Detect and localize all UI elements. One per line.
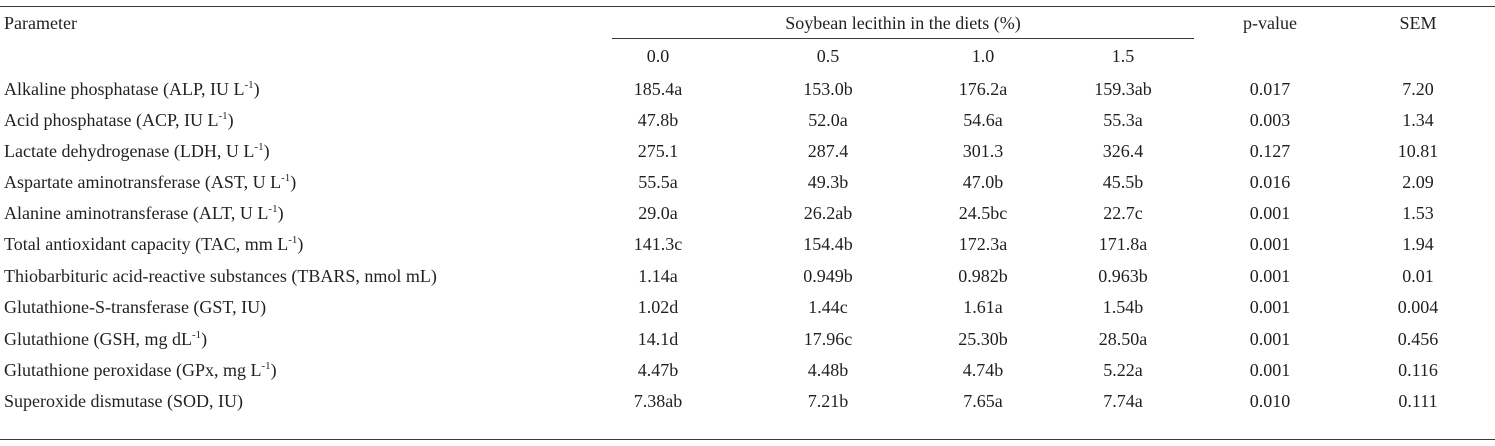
cell-diet-0-0: 4.47b xyxy=(637,360,679,380)
row-parameter-text: Alanine aminotransferase (ALT, U L xyxy=(4,203,269,223)
cell-diet-0-0: 29.0a xyxy=(638,203,678,223)
cell-diet-1-0: 1.61a xyxy=(963,297,1003,317)
cell-diet-1-5: 28.50a xyxy=(1098,329,1148,349)
cell-p-value: 0.010 xyxy=(1249,391,1291,411)
cell-diet-1-5: 0.963b xyxy=(1098,266,1148,286)
cell-diet-0-0: 7.38ab xyxy=(633,391,683,411)
cell-diet-0-5: 26.2ab xyxy=(803,203,853,223)
cell-diet-0-5: 287.4 xyxy=(807,141,849,161)
cell-p-value: 0.001 xyxy=(1249,297,1291,317)
cell-diet-1-5: 326.4 xyxy=(1102,141,1144,161)
cell-p-value: 0.127 xyxy=(1249,141,1291,161)
cell-diet-1-5: 45.5b xyxy=(1102,172,1144,192)
header-p-value: p-value xyxy=(1243,13,1297,33)
row-parameter-text: Aspartate aminotransferase (AST, U L xyxy=(4,172,282,192)
cell-sem: 1.34 xyxy=(1402,110,1434,130)
row-parameter-label xyxy=(4,296,266,318)
row-parameter-superscript: -1 xyxy=(254,141,264,153)
cell-diet-0-0: 1.02d xyxy=(637,297,679,317)
header-level-2: 1.0 xyxy=(971,46,995,66)
cell-diet-0-0: 55.5a xyxy=(638,172,678,192)
row-parameter-tail: ) xyxy=(297,234,304,254)
row-parameter-text: Acid phosphatase (ACP, IU L xyxy=(4,110,219,130)
table-top-rule xyxy=(0,6,1495,7)
cell-sem: 2.09 xyxy=(1402,172,1434,192)
row-parameter-tail: ) xyxy=(227,110,234,130)
cell-diet-0-5: 7.21b xyxy=(807,391,849,411)
header-span-rule xyxy=(612,38,1194,39)
cell-diet-1-5: 159.3ab xyxy=(1094,79,1152,99)
row-parameter-label xyxy=(4,265,437,287)
cell-diet-0-0: 1.14a xyxy=(638,266,678,286)
row-parameter-tail: ) xyxy=(263,141,270,161)
row-parameter-superscript: -1 xyxy=(244,79,254,91)
cell-diet-1-0: 0.982b xyxy=(958,266,1008,286)
cell-diet-1-0: 4.74b xyxy=(962,360,1004,380)
cell-sem: 0.111 xyxy=(1398,391,1438,411)
row-parameter-label xyxy=(4,140,270,162)
row-parameter-superscript: -1 xyxy=(281,172,291,184)
cell-p-value: 0.017 xyxy=(1249,79,1291,99)
row-parameter-text: Total antioxidant capacity (TAC, mm L xyxy=(4,234,289,254)
row-parameter-tail: ) xyxy=(270,360,277,380)
cell-diet-0-5: 52.0a xyxy=(808,110,848,130)
cell-diet-1-5: 1.54b xyxy=(1102,297,1144,317)
cell-diet-1-0: 25.30b xyxy=(958,329,1008,349)
cell-diet-0-0: 14.1d xyxy=(637,329,679,349)
cell-p-value: 0.001 xyxy=(1249,234,1291,254)
row-parameter-superscript: -1 xyxy=(268,203,278,215)
cell-diet-0-5: 4.48b xyxy=(807,360,849,380)
cell-diet-0-5: 49.3b xyxy=(807,172,849,192)
cell-sem: 0.004 xyxy=(1397,297,1439,317)
cell-diet-1-5: 171.8a xyxy=(1098,234,1148,254)
header-sem: SEM xyxy=(1399,13,1437,33)
cell-sem: 1.53 xyxy=(1402,203,1434,223)
row-parameter-superscript: -1 xyxy=(288,234,298,246)
cell-sem: 1.94 xyxy=(1402,234,1434,254)
cell-p-value: 0.003 xyxy=(1249,110,1291,130)
table-bottom-rule xyxy=(0,439,1495,440)
cell-sem: 0.01 xyxy=(1402,266,1434,286)
row-parameter-text: Glutathione (GSH, mg dL xyxy=(4,329,192,349)
row-parameter-text: Glutathione-S-transferase (GST, IU) xyxy=(4,297,267,317)
row-parameter-label xyxy=(4,328,207,350)
cell-diet-0-0: 141.3c xyxy=(633,234,683,254)
cell-diet-1-0: 54.6a xyxy=(963,110,1003,130)
cell-p-value: 0.001 xyxy=(1249,360,1291,380)
cell-p-value: 0.016 xyxy=(1249,172,1291,192)
cell-p-value: 0.001 xyxy=(1249,203,1291,223)
cell-sem: 10.81 xyxy=(1397,141,1439,161)
cell-diet-1-5: 7.74a xyxy=(1103,391,1143,411)
cell-diet-1-0: 172.3a xyxy=(958,234,1008,254)
cell-diet-0-5: 1.44c xyxy=(808,297,848,317)
cell-sem: 7.20 xyxy=(1402,79,1434,99)
row-parameter-tail: ) xyxy=(290,172,297,192)
row-parameter-label xyxy=(4,78,260,100)
cell-sem: 0.456 xyxy=(1397,329,1439,349)
row-parameter-superscript: -1 xyxy=(191,329,202,341)
header-soybean-lecithin: Soybean lecithin in the diets (%) xyxy=(785,13,1021,33)
cell-diet-1-5: 22.7c xyxy=(1103,203,1143,223)
row-parameter-text: Alkaline phosphatase (ALP, IU L xyxy=(4,79,245,99)
cell-diet-1-0: 176.2a xyxy=(958,79,1008,99)
cell-diet-1-0: 24.5bc xyxy=(958,203,1008,223)
row-parameter-tail: ) xyxy=(201,329,208,349)
row-parameter-label xyxy=(4,390,243,412)
cell-p-value: 0.001 xyxy=(1249,329,1291,349)
cell-sem: 0.116 xyxy=(1398,360,1438,380)
cell-diet-0-5: 17.96c xyxy=(803,329,853,349)
row-parameter-tail: ) xyxy=(253,79,260,99)
cell-diet-0-0: 185.4a xyxy=(633,79,683,99)
cell-diet-1-0: 301.3 xyxy=(962,141,1004,161)
cell-diet-1-5: 55.3a xyxy=(1103,110,1143,130)
header-level-3: 1.5 xyxy=(1111,46,1135,66)
row-parameter-label xyxy=(4,233,303,255)
row-parameter-label xyxy=(4,202,284,224)
cell-diet-0-0: 275.1 xyxy=(637,141,679,161)
row-parameter-label xyxy=(4,171,296,193)
row-parameter-text: Lactate dehydrogenase (LDH, U L xyxy=(4,141,255,161)
cell-diet-1-0: 47.0b xyxy=(962,172,1004,192)
cell-diet-1-0: 7.65a xyxy=(963,391,1003,411)
row-parameter-superscript: -1 xyxy=(261,360,271,372)
cell-diet-0-5: 0.949b xyxy=(803,266,853,286)
header-level-0: 0.0 xyxy=(646,46,670,66)
row-parameter-label xyxy=(4,359,277,381)
row-parameter-label xyxy=(4,109,234,131)
header-parameter: Parameter xyxy=(4,13,77,33)
cell-diet-0-5: 153.0b xyxy=(803,79,853,99)
cell-diet-0-0: 47.8b xyxy=(637,110,679,130)
row-parameter-text: Glutathione peroxidase (GPx, mg L xyxy=(4,360,262,380)
row-parameter-text: Superoxide dismutase (SOD, IU) xyxy=(4,391,243,411)
row-parameter-text: Thiobarbituric acid-reactive substances (TBARS, nmol mL) xyxy=(4,266,437,286)
header-level-1: 0.5 xyxy=(816,46,840,66)
row-parameter-tail: ) xyxy=(277,203,284,223)
cell-diet-1-5: 5.22a xyxy=(1103,360,1143,380)
cell-p-value: 0.001 xyxy=(1249,266,1291,286)
row-parameter-superscript: -1 xyxy=(218,110,228,122)
cell-diet-0-5: 154.4b xyxy=(803,234,853,254)
